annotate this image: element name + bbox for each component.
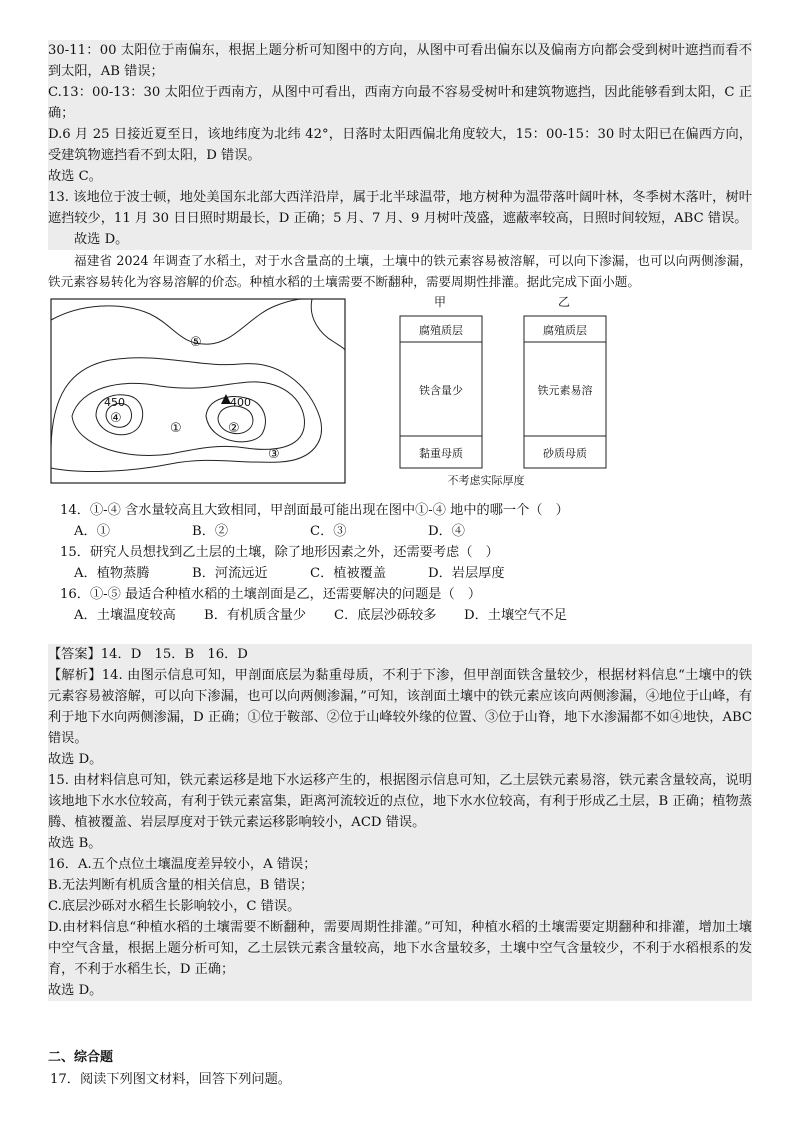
material-text: 福建省 2024 年调查了水稻土，对于水含量高的土壤，土壤中的铁元素容易被溶解，可以向下渗漏，也可以向两侧渗漏，铁元素容易转化为容易溶解的价态。种植水稻的土壤需要不断翻种，需要周期性排灌。据此完成下面小题。 [48,253,752,289]
map-point-1: ① [170,421,182,436]
paragraph: B.无法判断有机质含量的相关信息，B 错误； [48,878,314,893]
paragraph: 13. 该地位于波士顿，地处美国东北部大西洋沿岸，属于北半球温带，地方树种为温带落叶阔叶林，冬季树木落叶，树叶遮挡较少，11 月 30 日日照时期最长，D 正确；5 月、7 月、9 月树叶茂盛，遮蔽率较高，日照时间较短，ABC 错误。 [48,190,752,226]
option: D．④ [428,524,465,539]
yi-layer-3: 砂质母质 [543,447,587,460]
answer-line: 【答案】14．D 15．B 16．D [48,647,248,662]
paragraph: 30-11：00 太阳位于南偏东，根据上题分析可知图中的方向，从图中可看出偏东以及偏南方向都会受到树叶遮挡而看不到太阳，AB 错误； [48,43,752,79]
document-page [48,40,752,1090]
profile-note: 不考虑实际厚度 [447,474,525,487]
contour-map [50,298,346,484]
figure-row [48,295,752,496]
option: B．河流远近 [192,566,268,581]
option: A．① [74,524,110,539]
yi-layer-1: 腐殖质层 [543,324,587,337]
jia-layer-2: 铁含量少 [419,384,463,397]
map-point-5: ⑤ [190,335,202,350]
paragraph: 故选 D。 [48,983,103,998]
paragraph: 故选 D。 [74,232,129,247]
option: A．土壤温度较高 [74,608,176,623]
jia-layer-1: 腐殖质层 [419,324,463,337]
option: B．② [192,524,229,539]
profile-yi-title: 乙 [557,295,571,309]
paragraph: 故选 C。 [48,169,102,184]
contour-label-400: 400 [230,396,251,409]
question-16: 16．①-⑤ 最适合种植水稻的土壤剖面是乙，还需要解决的问题是（ ） [60,587,482,602]
question-15: 15．研究人员想找到乙土层的土壤，除了地形因素之外，还需要考虑（ ） [60,545,499,560]
paragraph: 故选 D。 [48,752,103,767]
option: D．土壤空气不足 [464,608,567,623]
paragraph: D.6 月 25 日接近夏至日，该地纬度为北纬 42°，日落时太阳西偏北角度较大，15：00-15：30 时太阳已在偏西方向，受建筑物遮挡看不到太阳，D 错误。 [48,127,752,163]
section-title: 二、综合题 [48,1050,114,1065]
paragraph: D.由材料信息“种植水稻的土壤需要不断翻种，需要周期性排灌。”可知，种植水稻的土壤需要定期翻种和排灌，增加土壤中空气含量，根据上题分析可知，乙土层铁元素含量较高，地下水含量较多，土壤中空气含量较少，不利于水稻根系的发育，不利于水稻生长，D 正确； [48,920,752,977]
soil-profiles [394,290,626,488]
profile-jia-title: 甲 [433,295,447,309]
yi-layer-2: 铁元素易溶 [537,384,593,397]
options-15 [48,563,752,584]
option: D．岩层厚度 [428,566,505,581]
option: C．底层沙砾较多 [334,608,437,623]
question-14: 14．①-④ 含水量较高且大致相同，甲剖面最可能出现在图中①-④ 地中的哪一个（ ） [60,503,569,518]
map-point-3: ③ [268,447,280,462]
answer-explanation-block [48,644,752,1001]
paragraph: C.13：00-13：30 太阳位于西南方，从图中可看出，西南方向最不容易受树叶和建筑物遮挡，因此能够看到太阳，C 正确； [48,85,752,121]
jia-layer-3: 黏重母质 [419,447,463,460]
options-16 [48,605,752,626]
paragraph: 【解析】14. 由图示信息可知，甲剖面底层为黏重母质，不利于下渗，但甲剖面铁含量较少，根据材料信息“土壤中的铁元素容易被溶解，可以向下渗漏，也可以向两侧渗漏，”可知，该剖面土壤中的铁元素应该向两侧渗漏，④地位于山峰，有利于地下水向两侧渗漏，D 正确；①位于鞍部、②位于山峰较外缘的位置、③位于山脊，地下水渗漏都不如④地快，ABC 错误。 [48,668,752,746]
paragraph: 15. 由材料信息可知，铁元素运移是地下水运移产生的，根据图示信息可知，乙土层铁元素易溶，铁元素含量较高，说明该地地下水水位较高，有利于铁元素富集，距离河流较近的点位，地下水水位较高，有利于形成乙土层，B 正确；植物蒸腾、植被覆盖、岩层厚度对于铁元素运移影响较小，ACD 错误。 [48,773,752,830]
option: C．植被覆盖 [310,566,387,581]
map-point-2: ② [228,421,240,436]
option: C．③ [310,524,347,539]
option: B．有机质含量少 [204,608,307,623]
top-explanation-block [48,40,752,250]
contour-label-450: 450 [104,396,125,409]
paragraph: 16．A.五个点位土壤温度差异较小，A 错误； [48,857,317,872]
paragraph: 故选 B。 [48,836,102,851]
map-point-4: ④ [110,411,122,426]
option: A．植物蒸腾 [74,566,150,581]
question-17: 17．阅读下列图文材料，回答下列问题。 [50,1072,291,1087]
question-block [48,500,752,626]
paragraph: C.底层沙砾对水稻生长影响较小，C 错误。 [48,899,301,914]
options-14 [48,521,752,542]
